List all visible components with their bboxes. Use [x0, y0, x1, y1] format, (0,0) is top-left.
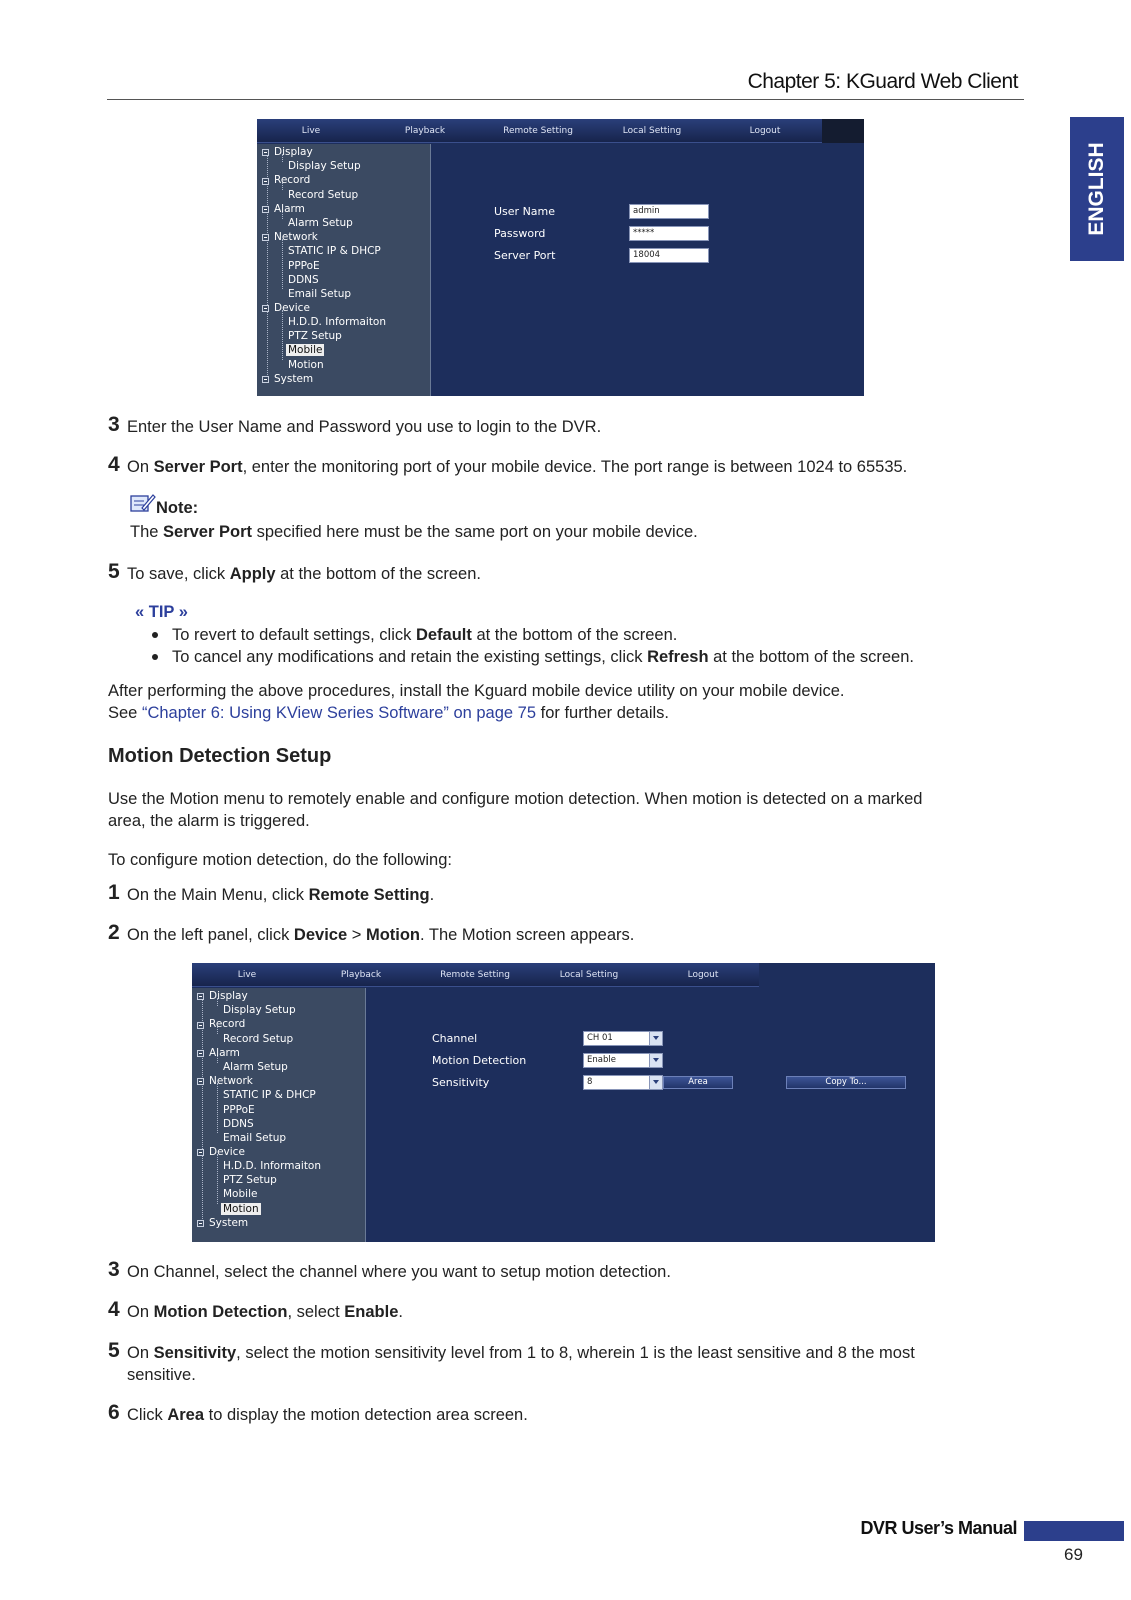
tree-record-setup[interactable]: Record Setup: [288, 189, 359, 201]
nav-remote-setting[interactable]: Remote Setting: [440, 970, 510, 980]
chevron-down-icon: [649, 1076, 662, 1089]
step-number: 4: [108, 1298, 120, 1321]
tree-email-setup[interactable]: Email Setup: [288, 288, 352, 300]
footer-title: DVR User’s Manual: [860, 1518, 1017, 1538]
top-menu-bar: [192, 963, 759, 987]
section-heading: Motion Detection Setup: [108, 745, 332, 767]
note-icon: [130, 493, 156, 513]
chevron-down-icon: [649, 1032, 662, 1045]
sensitivity-label: Sensitivity: [432, 1076, 490, 1089]
nav-live[interactable]: Live: [237, 970, 257, 980]
tree-display-setup[interactable]: Display Setup: [288, 160, 361, 172]
nav-playback[interactable]: Playback: [404, 126, 446, 136]
step-text: On Server Port, enter the monitoring port of your mobile device. The port range is between 1024 to 65535.: [127, 458, 908, 476]
step-text: On the left panel, click Device > Motion. The Motion screen appears.: [127, 926, 635, 944]
intro-text: Use the Motion menu to remotely enable and configure motion detection. When motion is detected on a marked: [108, 790, 923, 808]
step-number: 2: [108, 921, 120, 944]
expand-icon[interactable]: [197, 1022, 204, 1029]
bullet: [152, 654, 158, 660]
copy-to-button[interactable]: Copy To...: [786, 1076, 906, 1089]
tree-ddns[interactable]: DDNS: [288, 274, 319, 286]
note-text: The Server Port specified here must be the same port on your mobile device.: [130, 523, 698, 541]
language-tab: [1070, 117, 1124, 261]
server-port-input[interactable]: 18004: [629, 248, 709, 263]
step-text-continued: sensitive.: [127, 1366, 196, 1384]
tree-hdd-info[interactable]: H.D.D. Informaiton: [288, 316, 387, 328]
motion-setup-screenshot: [192, 963, 935, 1242]
step-text: Click Area to display the motion detection area screen.: [127, 1406, 528, 1424]
nav-playback[interactable]: Playback: [340, 970, 382, 980]
tree-system[interactable]: System: [209, 1217, 249, 1229]
nav-logout[interactable]: Logout: [749, 126, 781, 136]
expand-icon[interactable]: [197, 993, 204, 1000]
tree-ptz-setup[interactable]: PTZ Setup: [288, 330, 342, 342]
password-label: Password: [494, 227, 546, 240]
step-text: On Motion Detection, select Enable.: [127, 1303, 403, 1321]
top-menu-bar: [257, 119, 822, 143]
step-text: On Channel, select the channel where you want to setup motion detection.: [127, 1263, 671, 1281]
tree-hdd-info[interactable]: H.D.D. Informaiton: [223, 1160, 322, 1172]
tree-record[interactable]: Record: [274, 174, 311, 186]
step-number: 5: [108, 560, 120, 583]
tree-ptz-setup[interactable]: PTZ Setup: [223, 1174, 277, 1186]
sensitivity-select[interactable]: 8: [583, 1075, 663, 1090]
tree-network[interactable]: Network: [274, 231, 318, 243]
tree-record[interactable]: Record: [209, 1018, 246, 1030]
channel-label: Channel: [432, 1032, 478, 1045]
header-rule: [107, 99, 1024, 100]
step-text: On the Main Menu, click Remote Setting.: [127, 886, 435, 904]
tree-motion[interactable]: Motion: [288, 359, 324, 371]
step-number: 3: [108, 1258, 120, 1281]
tree-alarm[interactable]: Alarm: [209, 1047, 240, 1059]
tree-device[interactable]: Device: [274, 302, 310, 314]
mobile-setup-screenshot: [257, 119, 864, 396]
chapter-6-link[interactable]: “Chapter 6: Using KView Series Software” on page 75: [141, 704, 537, 722]
tree-network[interactable]: Network: [209, 1075, 253, 1087]
user-name-label: User Name: [494, 205, 556, 218]
expand-icon[interactable]: [262, 178, 269, 185]
area-button[interactable]: Area: [663, 1076, 733, 1089]
expand-icon[interactable]: [262, 376, 269, 383]
tip-bullet-1: To revert to default settings, click Default at the bottom of the screen.: [172, 626, 678, 644]
tip-bullet-2: To cancel any modifications and retain the existing settings, click Refresh at the bottom of the screen.: [172, 648, 914, 666]
nav-local-setting[interactable]: Local Setting: [559, 970, 619, 980]
expand-icon[interactable]: [262, 305, 269, 312]
server-port-label: Server Port: [494, 249, 556, 262]
expand-icon[interactable]: [262, 149, 269, 156]
tree-static-ip[interactable]: STATIC IP & DHCP: [223, 1089, 316, 1101]
footer-bar: [1024, 1521, 1124, 1541]
nav-remote-setting[interactable]: Remote Setting: [503, 126, 573, 136]
todo-text: To configure motion detection, do the following:: [108, 851, 452, 869]
step-number: 3: [108, 413, 120, 436]
expand-icon[interactable]: [197, 1050, 204, 1057]
tree-display[interactable]: Display: [209, 990, 248, 1002]
tree-alarm[interactable]: Alarm: [274, 203, 305, 215]
chapter-title: Chapter 5: KGuard Web Client: [747, 70, 1018, 93]
user-name-input[interactable]: admin: [629, 204, 709, 219]
step-text: To save, click Apply at the bottom of the screen.: [127, 565, 481, 583]
tree-device[interactable]: Device: [209, 1146, 245, 1158]
tree-ddns[interactable]: DDNS: [223, 1118, 254, 1130]
chevron-down-icon: [649, 1054, 662, 1067]
channel-select[interactable]: CH 01: [583, 1031, 663, 1046]
expand-icon[interactable]: [262, 234, 269, 241]
bullet: [152, 632, 158, 638]
step-number: 5: [108, 1339, 120, 1362]
intro-text: area, the alarm is triggered.: [108, 812, 310, 830]
tree-display[interactable]: Display: [274, 146, 313, 158]
nav-local-setting[interactable]: Local Setting: [622, 126, 682, 136]
expand-icon[interactable]: [197, 1149, 204, 1156]
expand-icon[interactable]: [262, 206, 269, 213]
step-number: 4: [108, 453, 120, 476]
page-number: 69: [1064, 1545, 1083, 1564]
motion-detection-label: Motion Detection: [432, 1054, 527, 1067]
after-text: After performing the above procedures, install the Kguard mobile device utility on your mobile device.: [108, 682, 845, 700]
password-input[interactable]: *****: [629, 226, 709, 241]
tree-alarm-setup[interactable]: Alarm Setup: [223, 1061, 288, 1073]
tree-display-setup[interactable]: Display Setup: [223, 1004, 296, 1016]
tree-record-setup[interactable]: Record Setup: [223, 1033, 294, 1045]
tip-label: « TIP »: [135, 603, 188, 621]
tree-alarm-setup[interactable]: Alarm Setup: [288, 217, 353, 229]
nav-logout[interactable]: Logout: [687, 970, 719, 980]
expand-icon[interactable]: [197, 1078, 204, 1085]
tree-mobile[interactable]: Mobile: [223, 1188, 258, 1200]
tree-system[interactable]: System: [274, 373, 314, 385]
tree-email-setup[interactable]: Email Setup: [223, 1132, 287, 1144]
step-text: Enter the User Name and Password you use to login to the DVR.: [127, 418, 602, 436]
tree-pppoe[interactable]: PPPoE: [288, 260, 320, 272]
tree-static-ip[interactable]: STATIC IP & DHCP: [288, 245, 381, 257]
tree-pppoe[interactable]: PPPoE: [223, 1104, 255, 1116]
expand-icon[interactable]: [197, 1220, 204, 1227]
note-title: Note:: [156, 499, 199, 517]
see-also-text: See “Chapter 6: Using KView Series Software” on page 75 for further details.: [108, 704, 670, 722]
motion-detection-select[interactable]: Enable: [583, 1053, 663, 1068]
nav-live[interactable]: Live: [301, 126, 321, 136]
tree-motion-selected[interactable]: Motion: [223, 1203, 259, 1215]
step-number: 6: [108, 1401, 120, 1424]
step-number: 1: [108, 881, 120, 904]
language-tab-label: ENGLISH: [1085, 142, 1108, 236]
tree-mobile-selected[interactable]: Mobile: [288, 344, 323, 356]
step-text: On Sensitivity, select the motion sensitivity level from 1 to 8, wherein 1 is the least sensitive and 8 the most: [127, 1344, 915, 1362]
